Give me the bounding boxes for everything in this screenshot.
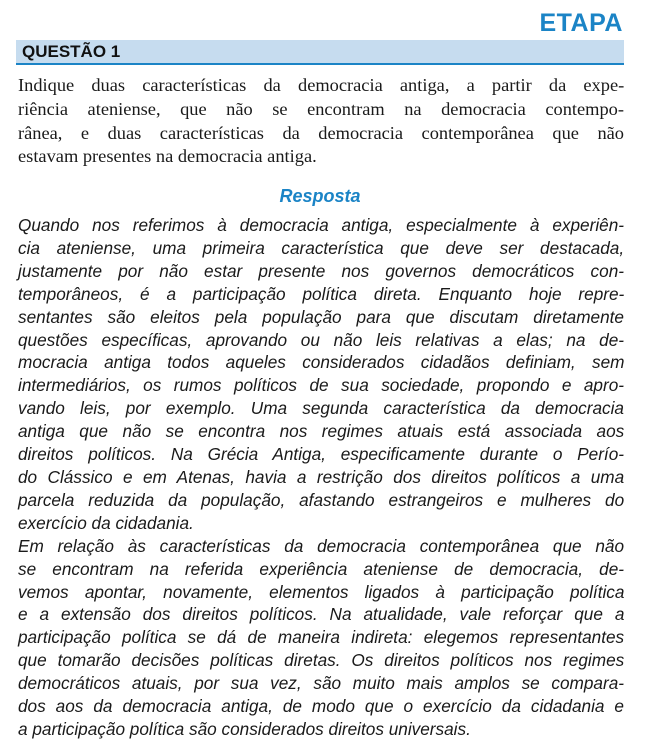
question-line: riência ateniense, que não se encontram na democracia contempo-: [18, 98, 624, 119]
question-line: rânea, e duas características da democracia contemporânea que não: [18, 122, 624, 143]
answer-line: democráticos atuais, por sua vez, são muito mais amplos se compara-: [18, 673, 624, 694]
answer-line: justamente por não estar presente nos governos democráticos con-: [18, 260, 624, 281]
answer-line: dos aos da democracia antiga, de modo que o exercício da cidadania e: [18, 696, 624, 717]
question-line: estavam presentes na democracia antiga.: [18, 146, 317, 167]
answer-line: que tomarão decisões políticas diretas. Os direitos políticos nos regimes: [18, 650, 625, 671]
answer-line: antiga que não se encontra nos regimes atuais está associada aos: [18, 421, 625, 442]
answer-line: Quando nos referimos à democracia antiga, especialmente à experiên-: [18, 215, 624, 235]
answer-line: se encontram na referida experiência ateniense de democracia, de-: [18, 558, 624, 579]
question-header: [16, 40, 624, 65]
answer-text: [18, 214, 624, 741]
answer-line: parcela reduzida da população, afastando estrangeiros e mulheres do: [18, 489, 625, 510]
answer-line: temporâneos, é a participação política direta. Enquanto hoje repre-: [18, 283, 625, 304]
answer-line: direitos políticos. Na Grécia Antiga, especificamente durante o Perío-: [18, 444, 624, 465]
answer-line: mocracia antiga todos aqueles considerados cidadãos definiam, sem: [18, 352, 625, 373]
answer-line: sentantes são eleitos pela população para que discutam diretamente: [18, 306, 624, 327]
answer-paragraph-2: [18, 535, 624, 741]
answer-line: exercício da cidadania.: [18, 512, 194, 533]
answer-line: vemos apontar, novamente, elementos ligados à participação política: [18, 581, 625, 602]
answer-paragraph-1: [18, 214, 624, 535]
question-label: QUESTÃO 1: [22, 42, 121, 61]
answer-line: Em relação às características da democracia contemporânea que não: [18, 535, 625, 556]
brand-logo: ETAPA: [539, 9, 623, 37]
answer-line: cia ateniense, uma primeira característica que deve ser destacada,: [18, 237, 625, 258]
answer-line: participação política se dá de maneira indireta: elegemos representantes: [18, 627, 625, 648]
answer-line: vando leis, por exemplo. Uma segunda característica da democracia: [18, 398, 624, 419]
answer-line: questões específicas, aprovando ou não leis relativas a elas; na de-: [18, 329, 624, 350]
answer-line: intermediários, os rumos políticos de sua sociedade, propondo e apro-: [18, 375, 624, 396]
answer-line: e a extensão dos direitos políticos. Na atualidade, vale reforçar que a: [18, 604, 625, 625]
question-text: [18, 74, 624, 169]
question-line: Indique duas características da democracia antiga, a partir da expe-: [18, 75, 625, 95]
answer-title: Resposta: [279, 186, 361, 206]
answer-line: do Clássico e em Atenas, havia a restrição dos direitos políticos a uma: [18, 466, 625, 487]
answer-line: a participação política são considerados direitos universais.: [18, 718, 471, 739]
